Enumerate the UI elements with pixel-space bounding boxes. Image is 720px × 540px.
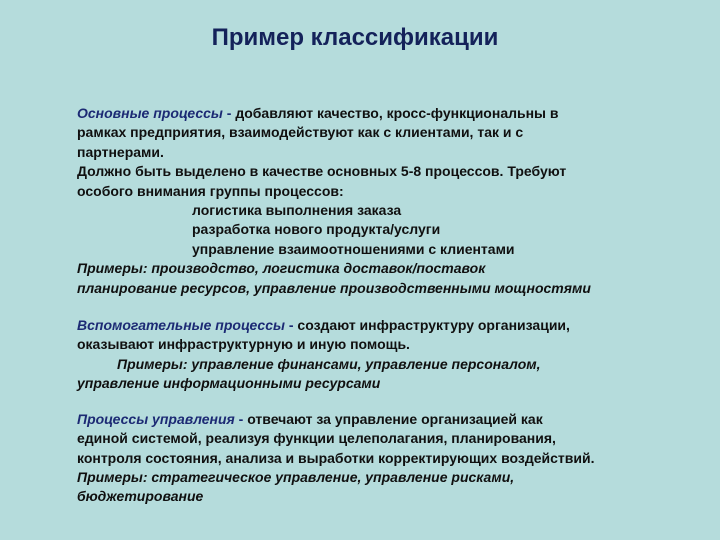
slide-title: Пример классификации — [211, 24, 499, 51]
definition-text: отвечают за управление организацией как — [247, 410, 543, 427]
examples-line: Примеры: производство, логистика доставок/поставок — [77, 260, 486, 277]
text-line: Должно быть выделено в качестве основных 5-8 процессов. Требуют — [77, 163, 567, 180]
term-support-processes: Вспомогательные процессы — [77, 317, 285, 334]
list-item: управление взаимоотношениями с клиентами — [192, 240, 515, 257]
section-core-processes — [77, 104, 697, 298]
section-support-processes — [77, 316, 697, 394]
examples-line: Примеры: управление финансами, управление персоналом, — [117, 355, 541, 372]
text-line — [77, 104, 697, 123]
slide-body — [77, 104, 697, 507]
term-separator: - — [222, 105, 236, 121]
examples-line: Примеры: стратегическое управление, управление рисками, — [77, 468, 515, 485]
section-management-processes — [77, 410, 697, 507]
definition-text: добавляют качество, кросс-функциональны в — [235, 105, 559, 121]
examples-line: бюджетирование — [77, 488, 204, 505]
text-line — [77, 410, 697, 429]
term-core-processes: Основные процессы — [77, 105, 223, 121]
list-item: логистика выполнения заказа — [192, 202, 402, 219]
text-line: единой системой, реализуя функции целеполагания, планирования, — [77, 430, 556, 447]
text-line: партнерами. — [77, 143, 164, 160]
text-line: оказывают инфраструктурную и иную помощь. — [77, 336, 410, 353]
term-management-processes: Процессы управления — [77, 410, 235, 427]
list-item: разработка нового продукта/услуги — [192, 221, 441, 238]
text-line — [77, 316, 697, 335]
text-line: рамках предприятия, взаимодействуют как с клиентами, так и с — [77, 124, 524, 141]
text-line: особого внимания группы процессов: — [77, 182, 344, 199]
term-separator: - — [234, 410, 248, 427]
examples-line: планирование ресурсов, управление производственными мощностями — [77, 279, 591, 296]
examples-line: управление информационными ресурсами — [77, 375, 381, 392]
term-separator: - — [284, 317, 298, 334]
definition-text: создают инфраструктуру организации, — [297, 317, 570, 334]
text-line: контроля состояния, анализа и выработки корректирующих воздействий. — [77, 449, 595, 466]
